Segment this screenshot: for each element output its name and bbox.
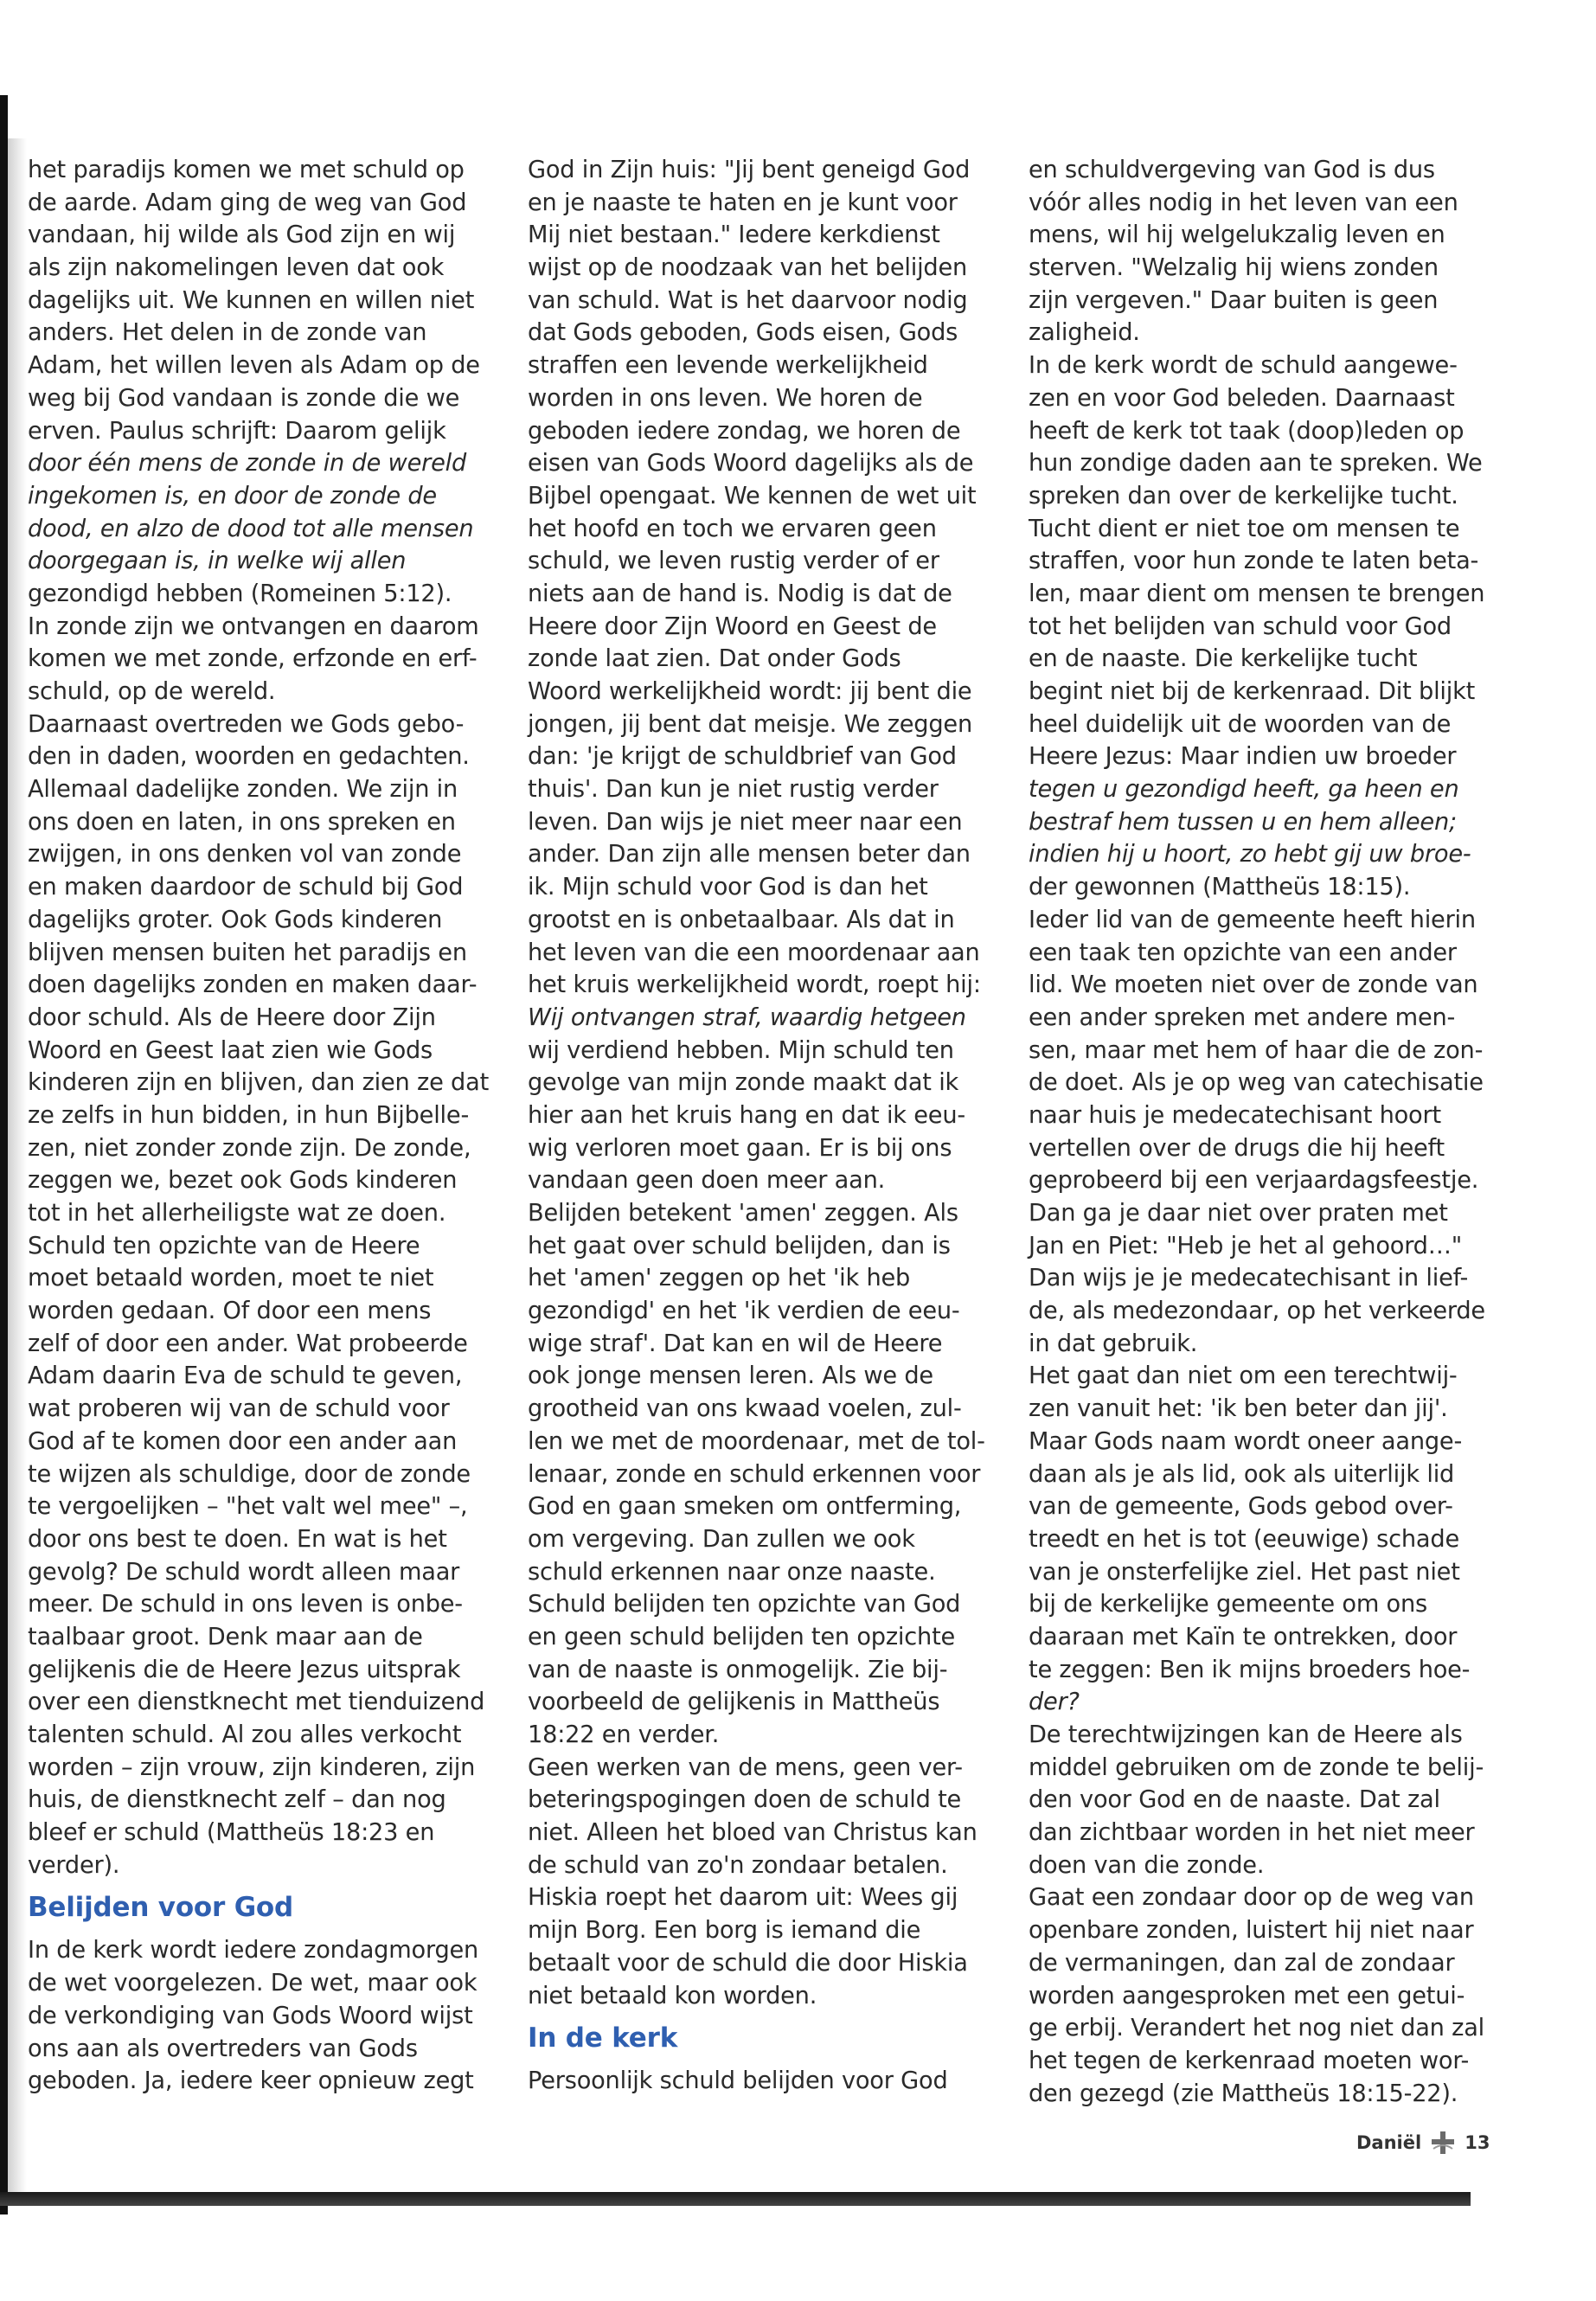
text-line: Adam daarin Eva de schuld te geven, [28, 1362, 463, 1390]
text-line: dat Gods geboden, Gods eisen, Gods [528, 319, 958, 347]
text-line: middel gebruiken om de zonde te belij- [1029, 1753, 1484, 1781]
text-line: worden aangesproken met een getui- [1029, 1982, 1465, 2009]
text-line: verder). [28, 1851, 120, 1879]
text-line: en je naaste te haten en je kunt voor [528, 189, 958, 216]
text-line: straffen een levende werkelijkheid [528, 352, 928, 380]
text-line: Tucht dient er niet toe om mensen te [1029, 515, 1460, 542]
text-line: tot in het allerheiligste wat ze doen. [28, 1200, 446, 1227]
text-line: wijst op de noodzaak van het belijden [528, 254, 968, 282]
text-line: In zonde zijn we ontvangen en daarom [28, 612, 479, 640]
text-line: van de gemeente, Gods gebod over- [1029, 1493, 1453, 1521]
text-line: ik. Mijn schuld voor God is dan het [528, 874, 928, 901]
text-line: meer. De schuld in ons leven is onbe- [28, 1591, 463, 1618]
text-line: begint niet bij de kerkenraad. Dit blijkt [1029, 678, 1476, 705]
text-line: God in Zijn huis: "Jij bent geneigd God [528, 157, 971, 183]
text-line: zaligheid. [1029, 319, 1140, 347]
text-line: door één mens de zonde in de wereld [28, 450, 467, 478]
text-line: een taak ten opzichte van een ander [1029, 939, 1457, 966]
text-line: Bijbel opengaat. We kennen de wet uit [528, 482, 977, 510]
text-line: hier aan het kruis hang en dat ik eeu- [528, 1101, 965, 1129]
text-line: Belijden betekent 'amen' zeggen. Als [528, 1200, 958, 1227]
text-line: spreken dan over de kerkelijke tucht. [1029, 482, 1458, 510]
text-line: bij de kerkelijke gemeente om ons [1029, 1591, 1427, 1618]
magazine-name: Daniël [1356, 2132, 1422, 2153]
text-line: kinderen zijn en blijven, dan zien ze dat [28, 1069, 490, 1097]
text-line: het paradijs komen we met schuld op [28, 157, 465, 183]
text-line: zen vanuit het: 'ik ben beter dan jij'. [1029, 1395, 1448, 1423]
text-line: zijn vergeven." Daar buiten is geen [1029, 286, 1439, 314]
text-line: Schuld ten opzichte van de Heere [28, 1232, 420, 1259]
text-line: Adam, het willen leven als Adam op de [28, 352, 480, 380]
text-line: taalbaar groot. Denk maar aan de [28, 1623, 423, 1650]
text-line: schuld, op de wereld. [28, 678, 276, 705]
text-line: In de kerk wordt iedere zondagmorgen [28, 1937, 479, 1965]
text-line: de vermaningen, dan zal de zondaar [1029, 1949, 1455, 1977]
text-line: lenaar, zonde en schuld erkennen voor [528, 1460, 981, 1488]
text-line: Persoonlijk schuld belijden voor God [528, 2067, 948, 2095]
text-line: Daarnaast overtreden we Gods gebo- [28, 710, 465, 738]
text-line: hun zondige daden aan te spreken. We [1029, 450, 1483, 478]
text-line: wat proberen wij van de schuld voor [28, 1395, 450, 1423]
text-line: In de kerk wordt de schuld aangewe- [1029, 352, 1458, 380]
text-line: dan zichtbaar worden in het niet meer [1029, 1819, 1475, 1847]
scan-edge-bottom [0, 2192, 1471, 2206]
text-line: betaalt voor de schuld die door Hiskia [528, 1949, 968, 1977]
text-line: voorbeeld de gelijkenis in Mattheüs [528, 1689, 940, 1716]
text-line: zelf of door een ander. Wat probeerde [28, 1330, 468, 1357]
text-line: treedt en het is tot (eeuwige) schade [1029, 1525, 1459, 1553]
text-line: te zeggen: Ben ik mijns broeders hoe- [1029, 1656, 1471, 1683]
text-line: tegen u gezondigd heeft, ga heen en [1029, 776, 1459, 804]
text-line: over een dienstknecht met tienduizend [28, 1689, 485, 1716]
text-line: schuld erkennen naar onze naaste. [528, 1558, 936, 1586]
text-line: in dat gebruik. [1029, 1330, 1198, 1357]
text-line: de aarde. Adam ging de weg van God [28, 189, 467, 216]
text-line: wig verloren moet gaan. Er is bij ons [528, 1134, 952, 1162]
text-line: ander. Dan zijn alle mensen beter dan [528, 841, 971, 868]
column-2 [528, 154, 985, 2098]
text-line: Dan ga je daar niet over praten met [1029, 1200, 1448, 1227]
text-line: weg bij God vandaan is zonde die we [28, 384, 460, 412]
text-line: als zijn nakomelingen leven dat ook [28, 254, 445, 282]
text-line: gezondigd hebben (Romeinen 5:12). [28, 580, 452, 607]
text-line: van je onsterfelijke ziel. Het past niet [1029, 1558, 1460, 1586]
text-line: niet betaald kon worden. [528, 1982, 817, 2009]
text-line: beteringspogingen doen de schuld te [528, 1786, 962, 1814]
text-line: Woord werkelijkheid wordt: jij bent die [528, 678, 972, 705]
text-line: leven. Dan wijs je niet meer naar een [528, 808, 963, 836]
text-line: vandaan, hij wilde als God zijn en wij [28, 221, 456, 249]
text-line: het gaat over schuld belijden, dan is [528, 1232, 951, 1259]
text-line: bestraf hem tussen u en hem alleen; [1029, 808, 1457, 836]
text-line: zen, niet zonder zonde zijn. De zonde, [28, 1134, 471, 1162]
text-line: daan als je als lid, ook als uiterlijk lid [1029, 1460, 1455, 1488]
page-number: 13 [1465, 2132, 1490, 2153]
text-line: grootst en is onbetaalbaar. Als dat in [528, 906, 955, 933]
text-line: thuis'. Dan kun je niet rustig verder [528, 776, 939, 804]
text-line: gevolg? De schuld wordt alleen maar [28, 1558, 460, 1586]
text-line: niets aan de hand is. Nodig is dat de [528, 580, 952, 607]
text-line: God af te komen door een ander aan [28, 1427, 458, 1455]
text-line: Heere Jezus: Maar indien uw broeder [1029, 743, 1457, 771]
column-3 [1029, 154, 1485, 2110]
text-line: doorgegaan is, in welke wij allen [28, 548, 407, 575]
text-line: door schuld. Als de Heere door Zijn [28, 1003, 436, 1031]
text-line: ons aan als overtreders van Gods [28, 2035, 418, 2062]
text-line: niet. Alleen het bloed van Christus kan [528, 1819, 977, 1847]
text-line: zeggen we, bezet ook Gods kinderen [28, 1167, 458, 1195]
scan-edge-left [0, 95, 8, 2214]
text-line: geboden. Ja, iedere keer opnieuw zegt [28, 2067, 474, 2095]
text-line: Maar Gods naam wordt oneer aange- [1029, 1427, 1463, 1455]
text-line: Geen werken van de mens, geen ver- [528, 1753, 963, 1781]
text-line: de doet. Als je op weg van catechisatie [1029, 1069, 1484, 1097]
text-line: van de naaste is onmogelijk. Zie bij- [528, 1656, 948, 1683]
text-line: Allemaal dadelijke zonden. We zijn in [28, 776, 458, 804]
text-line: het tegen de kerkenraad moeten wor- [1029, 2047, 1470, 2074]
text-line: dagelijks groter. Ook Gods kinderen [28, 906, 443, 933]
text-line: komen we met zonde, erfzonde en erf- [28, 645, 478, 673]
text-line: den gezegd (zie Mattheüs 18:15-22). [1029, 2080, 1458, 2107]
text-line: dood, en alzo de dood tot alle mensen [28, 515, 474, 542]
text-line: Wij ontvangen straf, waardig hetgeen [528, 1003, 966, 1031]
text-line: len, maar dient om mensen te brengen [1029, 580, 1485, 607]
text-line: grootheid van ons kwaad voelen, zul- [528, 1395, 962, 1423]
text-line: straffen, voor hun zonde te laten beta- [1029, 548, 1479, 575]
text-line: Schuld belijden ten opzichte van God [528, 1591, 961, 1618]
text-line: geprobeerd bij een verjaardagsfeestje. [1029, 1167, 1479, 1195]
text-line: het hoofd en toch we ervaren geen [528, 515, 937, 542]
text-line: ge erbij. Verandert het nog niet dan zal [1029, 2015, 1485, 2042]
text-line: den voor God en de naaste. Dat zal [1029, 1786, 1440, 1814]
text-line: heel duidelijk uit de woorden van de [1029, 710, 1452, 738]
text-line: om vergeving. Dan zullen we ook [528, 1525, 915, 1553]
text-line: de verkondiging van Gods Woord wijst [28, 2002, 473, 2029]
text-line: ze zelfs in hun bidden, in hun Bijbelle- [28, 1101, 470, 1129]
text-line: sen, maar met hem of haar die de zon- [1029, 1036, 1484, 1064]
text-line: tot het belijden van schuld voor God [1029, 612, 1452, 640]
text-line: eisen van Gods Woord dagelijks als de [528, 450, 974, 478]
text-line: jongen, jij bent dat meisje. We zeggen [528, 710, 972, 738]
text-line: en geen schuld belijden ten opzichte [528, 1623, 956, 1650]
text-line: dagelijks uit. We kunnen en willen niet [28, 286, 475, 314]
column-1 [28, 154, 490, 2098]
text-line: Hiskia roept het daarom uit: Wees gij [528, 1884, 958, 1912]
text-line: door ons best te doen. En wat is het [28, 1525, 447, 1553]
text-line: te vergoelijken – "het valt wel mee" –, [28, 1493, 468, 1521]
text-line: der? [1029, 1689, 1080, 1716]
text-line: zonde laat zien. Dat onder Gods [528, 645, 901, 673]
text-line: blijven mensen buiten het paradijs en [28, 939, 467, 966]
text-line: dan: 'je krijgt de schuldbrief van God [528, 743, 957, 771]
text-line: de, als medezondaar, op het verkeerde [1029, 1298, 1485, 1325]
section-heading: Belijden voor God [28, 1892, 294, 1924]
text-line: en de naaste. Die kerkelijke tucht [1029, 645, 1418, 673]
text-line: Jan en Piet: "Heb je het al gehoord…" [1029, 1232, 1463, 1259]
text-line: De terechtwijzingen kan de Heere als [1029, 1721, 1463, 1748]
text-line: erven. Paulus schrijft: Daarom gelijk [28, 417, 446, 445]
section-heading: In de kerk [528, 2022, 678, 2054]
text-line: der gewonnen (Mattheüs 18:15). [1029, 874, 1411, 901]
text-line: vandaan geen doen meer aan. [528, 1167, 886, 1195]
text-line: moet betaald worden, moet te niet [28, 1265, 434, 1292]
text-line: wige straf'. Dat kan en wil de Heere [528, 1330, 943, 1357]
cross-icon [1430, 2130, 1456, 2156]
text-line: indien hij u hoort, zo hebt gij uw broe- [1029, 841, 1471, 868]
text-line: Heere door Zijn Woord en Geest de [528, 612, 937, 640]
text-line: heeft de kerk tot taak (doop)leden op [1029, 417, 1465, 445]
text-line: den in daden, woorden en gedachten. [28, 743, 470, 771]
text-line: Mij niet bestaan." Iedere kerkdienst [528, 221, 940, 249]
text-line: geboden iedere zondag, we horen de [528, 417, 961, 445]
text-line: worden in ons leven. We horen de [528, 384, 923, 412]
text-line: zen en voor God beleden. Daarnaast [1029, 384, 1455, 412]
text-line: Gaat een zondaar door op de weg van [1029, 1884, 1474, 1912]
text-line: gelijkenis die de Heere Jezus uitsprak [28, 1656, 461, 1683]
text-line: God en gaan smeken om ontferming, [528, 1493, 962, 1521]
text-line: doen dagelijks zonden en maken daar- [28, 971, 478, 999]
text-line: schuld, we leven rustig verder of er [528, 548, 939, 575]
text-line: talenten schuld. Al zou alles verkocht [28, 1721, 462, 1748]
text-line: het 'amen' zeggen op het 'ik heb [528, 1265, 911, 1292]
text-line: en maken daardoor de schuld bij God [28, 874, 464, 901]
text-line: lid. We moeten niet over de zonde van [1029, 971, 1478, 999]
text-line: het leven van die een moordenaar aan [528, 939, 980, 966]
text-line: en schuldvergeving van God is dus [1029, 157, 1435, 183]
text-line: Het gaat dan niet om een terechtwij- [1029, 1362, 1458, 1390]
text-line: worden gedaan. Of door een mens [28, 1298, 432, 1325]
text-line: gezondigd' en het 'ik verdien de eeu- [528, 1298, 960, 1325]
text-line: vertellen over de drugs die hij heeft [1029, 1134, 1445, 1162]
text-line: vóór alles nodig in het leven van een [1029, 189, 1458, 216]
text-line: ons doen en laten, in ons spreken en [28, 808, 456, 836]
text-line: een ander spreken met andere men- [1029, 1003, 1456, 1031]
text-line: 18:22 en verder. [528, 1721, 720, 1748]
text-line: mijn Borg. Een borg is iemand die [528, 1917, 921, 1945]
text-line: Ieder lid van de gemeente heeft hierin [1029, 906, 1476, 933]
text-line: doen van die zonde. [1029, 1851, 1265, 1879]
text-line: de schuld van zo'n zondaar betalen. [528, 1851, 948, 1879]
text-line: zwijgen, in ons denken vol van zonde [28, 841, 462, 868]
scan-shade-left [8, 138, 27, 2197]
text-line: Woord en Geest laat zien wie Gods [28, 1036, 433, 1064]
text-line: wij verdiend hebben. Mijn schuld ten [528, 1036, 954, 1064]
text-line: anders. Het delen in de zonde van [28, 319, 427, 347]
text-line: worden – zijn vrouw, zijn kinderen, zijn [28, 1753, 476, 1781]
text-line: naar huis je medecatechisant hoort [1029, 1101, 1441, 1129]
page-footer [1356, 2130, 1490, 2156]
text-line: openbare zonden, luistert hij niet naar [1029, 1917, 1474, 1945]
text-line: ingekomen is, en door de zonde de [28, 482, 437, 510]
text-line: te wijzen als schuldige, door de zonde [28, 1460, 471, 1488]
text-line: van schuld. Wat is het daarvoor nodig [528, 286, 968, 314]
text-line: ook jonge mensen leren. Als we de [528, 1362, 933, 1390]
text-line: gevolge van mijn zonde maakt dat ik [528, 1069, 959, 1097]
text-line: sterven. "Welzalig hij wiens zonden [1029, 254, 1439, 282]
text-line: bleef er schuld (Mattheüs 18:23 en [28, 1819, 435, 1847]
text-line: mens, wil hij welgelukzalig leven en [1029, 221, 1445, 249]
text-line: Dan wijs je je medecatechisant in lief- [1029, 1265, 1469, 1292]
text-line: de wet voorgelezen. De wet, maar ook [28, 1970, 478, 1997]
text-line: huis, de dienstknecht zelf – dan nog [28, 1786, 446, 1814]
text-line: het kruis werkelijkheid wordt, roept hij: [528, 971, 981, 999]
text-line: daaraan met Kaïn te ontrekken, door [1029, 1623, 1458, 1650]
text-line: len we met de moordenaar, met de tol- [528, 1427, 985, 1455]
